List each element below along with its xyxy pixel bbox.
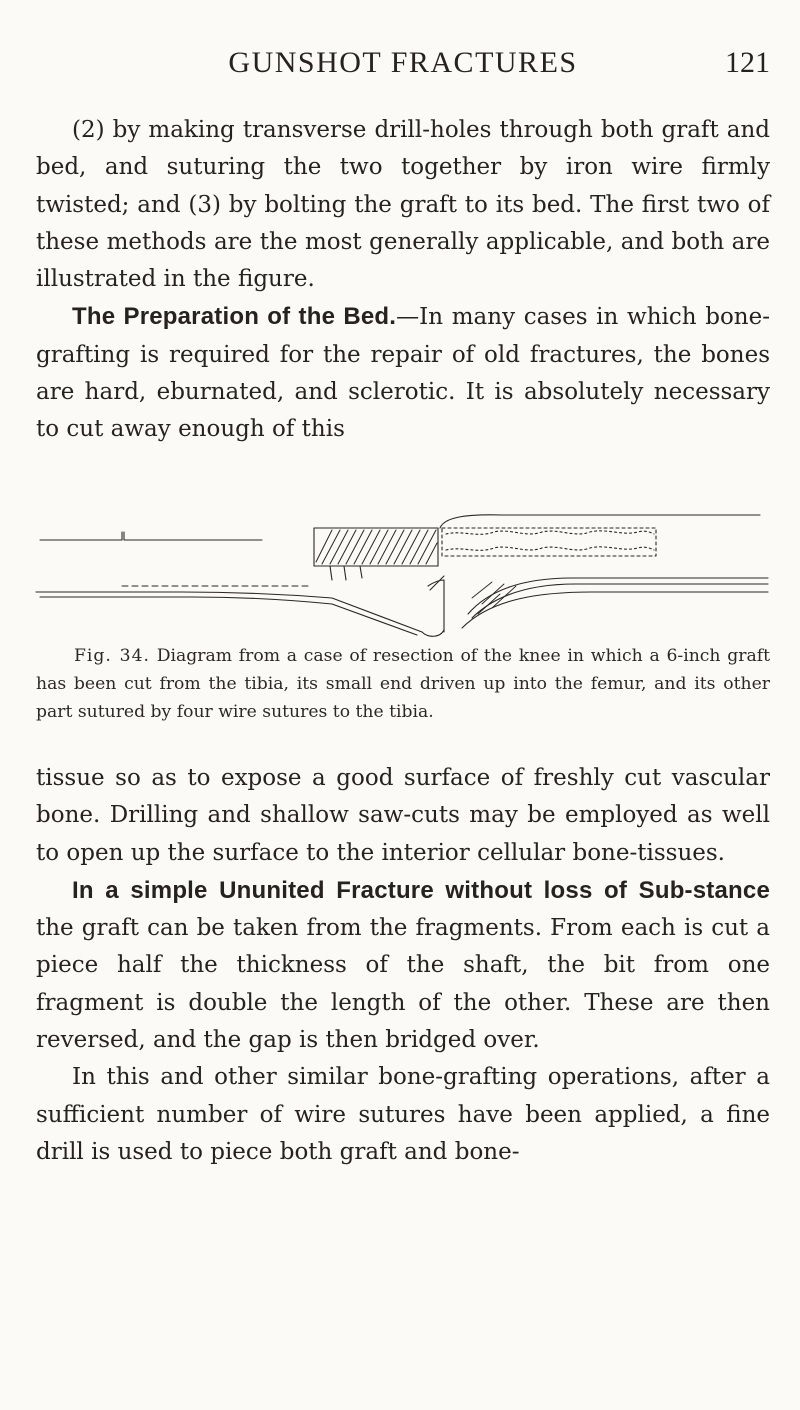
wire-suture-1 xyxy=(330,566,332,580)
femur-upper-outline xyxy=(40,532,122,540)
page-header xyxy=(36,40,770,88)
paragraph-preparation-of-bed xyxy=(36,298,770,448)
text-block-top xyxy=(36,112,770,449)
femur-end-outline xyxy=(422,630,444,636)
tibia-shaft-lower xyxy=(462,592,768,628)
wire-suture-2 xyxy=(344,566,346,580)
paragraph-preparation-body: —In many cases in which bone-grafting is required for the repair of old fractures, the bones are hard, eburnated, and sclerotic. It is absolutely necessary to cut away enough of this xyxy=(36,304,770,443)
paragraph-tissue: tissue so as to expose a good surface of freshly cut vascular bone. Drilling and shallow saw-cuts may be employed as well to open up the surface to the interior cellular bone-tissues. xyxy=(36,765,770,866)
figure-label: Fig. 34. xyxy=(74,646,150,666)
figure-caption xyxy=(36,642,770,726)
paragraph-ununited-fracture xyxy=(36,872,770,1059)
wire-suture-3 xyxy=(360,566,362,578)
tibia-shaft-upper-2 xyxy=(472,584,768,618)
section-heading-preparation: The Preparation of the Bed. xyxy=(72,303,397,331)
tibia-shaft-upper xyxy=(468,578,768,614)
text-block-bottom xyxy=(36,760,770,1171)
section-heading-ununited-fracture: In a simple Ununited Fracture without loss of Sub-stance xyxy=(72,876,770,904)
tibia-bed-texture-2 xyxy=(446,547,654,550)
joint-curve-upper xyxy=(440,515,760,528)
figure-caption-text: Diagram from a case of resection of the knee in which a 6-inch graft has been cut from the tibia, its small end driven up into the femur, and its other part sutured by four wire sutures to the tibia. xyxy=(36,646,770,722)
graft-hatching xyxy=(316,530,437,564)
page-number: 121 xyxy=(725,46,770,79)
paragraph-methods: (2) by making transverse drill-holes through both graft and bed, and suturing the two together by iron wire firmly twisted; and (3) by bolting the graft to its bed. The first two of these methods are the most generally applicable, and both are illustrated in the figure. xyxy=(36,117,770,293)
bone-graft-diagram xyxy=(32,510,772,640)
running-title: GUNSHOT FRACTURES xyxy=(228,46,578,79)
femur-inner-line xyxy=(124,532,262,540)
joint-curve-lower xyxy=(428,580,444,586)
paragraph-ununited-fracture-body: the graft can be taken from the fragments. From each is cut a piece half the thickness of the shaft, the bit from one fragment is double the length of the other. These are then reversed, and the gap is then bridged over. xyxy=(36,915,770,1054)
tibia-bed-texture xyxy=(446,531,654,534)
femur-lower-inner xyxy=(40,597,417,635)
paragraph-grafting-operations: In this and other similar bone-grafting operations, after a sufficient number of wire sutures have been applied, a fine drill is used to piece both graft and bone- xyxy=(36,1064,770,1165)
tibia-graft-bed xyxy=(442,528,656,556)
